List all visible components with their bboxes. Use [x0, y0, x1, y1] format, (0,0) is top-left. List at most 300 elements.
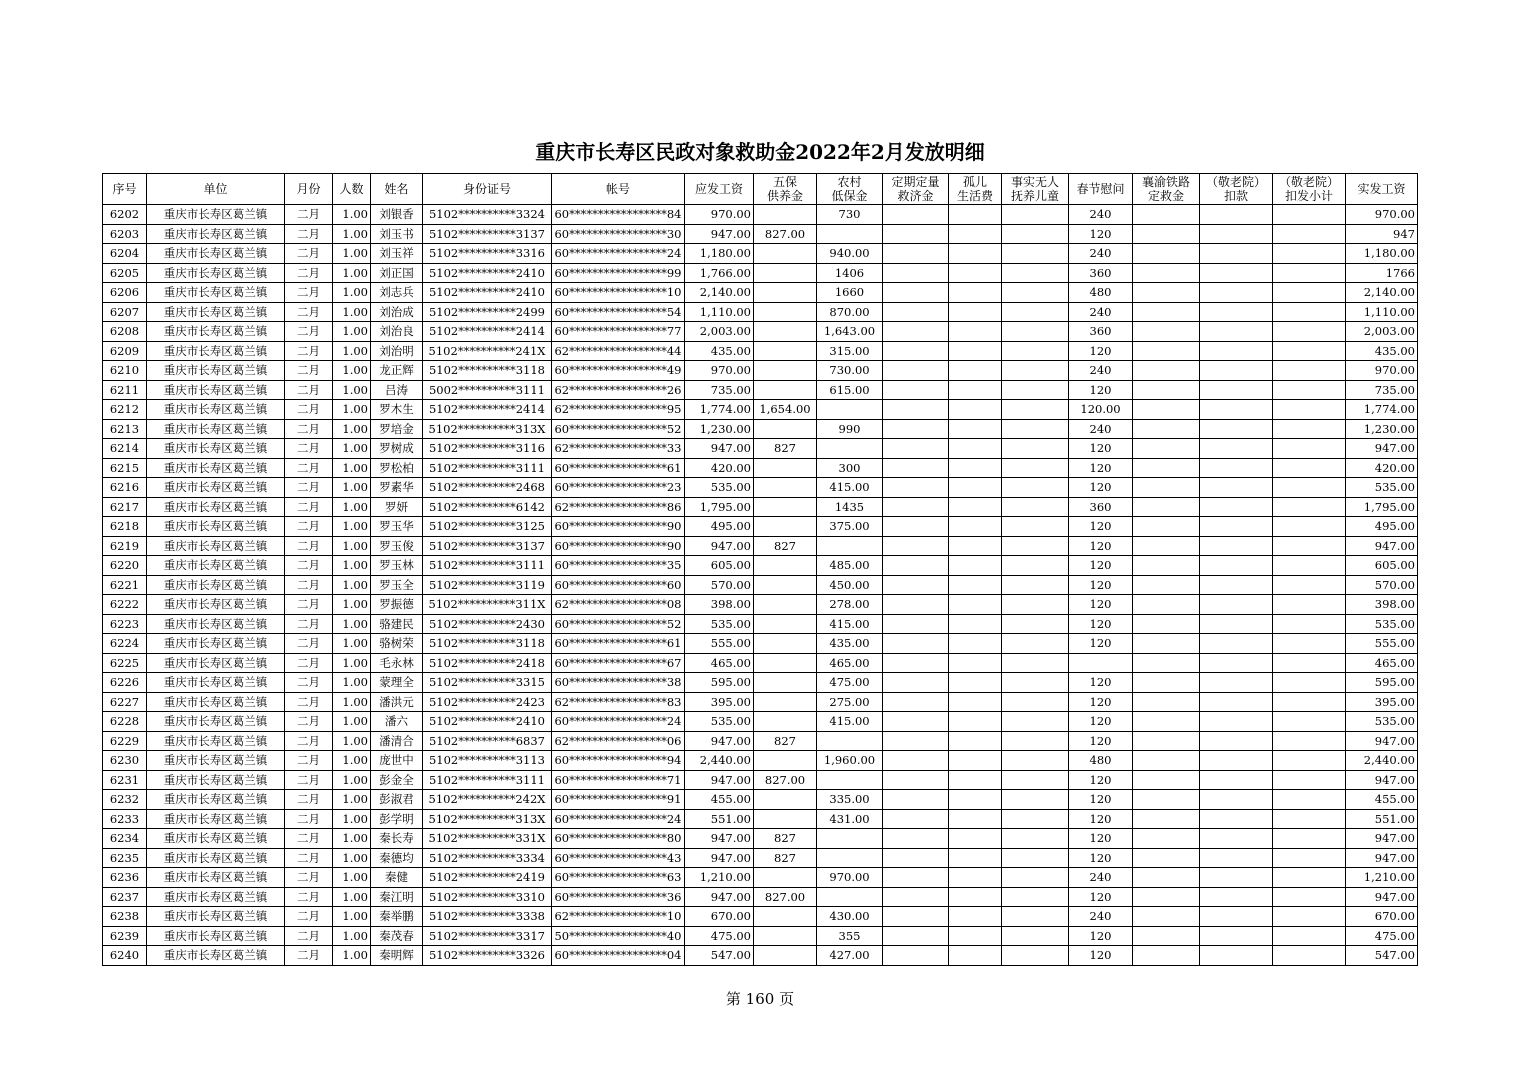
- table-cell: [817, 400, 883, 420]
- table-cell: [949, 829, 1002, 849]
- table-cell: [883, 205, 949, 225]
- table-cell: 二月: [285, 751, 333, 771]
- table-cell: 480: [1069, 751, 1133, 771]
- table-cell: 5102**********311X: [423, 595, 552, 615]
- table-cell: 秦德均: [371, 848, 423, 868]
- table-cell: 秦举鹏: [371, 907, 423, 927]
- table-cell: [817, 439, 883, 459]
- table-cell: 1.00: [333, 575, 371, 595]
- table-cell: 1,230.00: [1346, 419, 1418, 439]
- table-cell: 重庆市长寿区葛兰镇: [147, 595, 285, 615]
- table-row: [103, 653, 1418, 673]
- table-cell: 827.00: [754, 770, 817, 790]
- table-cell: [1133, 673, 1200, 693]
- table-cell: [1002, 341, 1069, 361]
- table-cell: [1002, 517, 1069, 537]
- table-cell: [1200, 926, 1273, 946]
- column-header: 事实无人 抚养儿童: [1002, 174, 1069, 205]
- table-cell: 二月: [285, 361, 333, 381]
- table-cell: [1002, 263, 1069, 283]
- table-cell: [1002, 907, 1069, 927]
- table-cell: 1,795.00: [685, 497, 754, 517]
- table-cell: 730: [817, 205, 883, 225]
- table-cell: [754, 595, 817, 615]
- table-cell: [1002, 673, 1069, 693]
- table-cell: 60*****************24: [552, 809, 685, 829]
- table-cell: 60*****************23: [552, 478, 685, 498]
- table-cell: 120: [1069, 731, 1133, 751]
- table-row: [103, 478, 1418, 498]
- table-cell: 二月: [285, 829, 333, 849]
- table-cell: [883, 341, 949, 361]
- table-cell: 60*****************04: [552, 946, 685, 966]
- table-cell: [817, 848, 883, 868]
- table-row: [103, 634, 1418, 654]
- table-cell: 1.00: [333, 692, 371, 712]
- table-cell: 435.00: [1346, 341, 1418, 361]
- table-cell: [1273, 556, 1346, 576]
- table-cell: 1,643.00: [817, 322, 883, 342]
- table-cell: 6208: [103, 322, 147, 342]
- table-cell: [1133, 829, 1200, 849]
- table-cell: 二月: [285, 614, 333, 634]
- table-cell: 潘六: [371, 712, 423, 732]
- table-cell: 1.00: [333, 907, 371, 927]
- table-cell: [754, 673, 817, 693]
- table-cell: [883, 614, 949, 634]
- table-cell: 二月: [285, 692, 333, 712]
- table-cell: 重庆市长寿区葛兰镇: [147, 926, 285, 946]
- table-cell: [1002, 244, 1069, 264]
- column-header: （敬老院） 扣发小计: [1273, 174, 1346, 205]
- table-cell: [883, 731, 949, 751]
- table-cell: 240: [1069, 868, 1133, 888]
- table-cell: 827: [754, 536, 817, 556]
- table-cell: [754, 614, 817, 634]
- table-cell: [754, 692, 817, 712]
- table-cell: [1200, 634, 1273, 654]
- table-cell: [1200, 751, 1273, 771]
- table-cell: [949, 809, 1002, 829]
- table-cell: [1002, 536, 1069, 556]
- table-cell: [949, 770, 1002, 790]
- table-cell: [1200, 829, 1273, 849]
- table-cell: [754, 361, 817, 381]
- table-cell: [1133, 224, 1200, 244]
- table-cell: [949, 887, 1002, 907]
- table-cell: 60*****************90: [552, 517, 685, 537]
- table-cell: [949, 692, 1002, 712]
- table-cell: [1200, 731, 1273, 751]
- table-cell: 947.00: [1346, 887, 1418, 907]
- table-cell: [1002, 692, 1069, 712]
- table-cell: [883, 556, 949, 576]
- table-row: [103, 809, 1418, 829]
- table-cell: 5102**********3118: [423, 361, 552, 381]
- table-cell: 重庆市长寿区葛兰镇: [147, 244, 285, 264]
- table-cell: 60*****************61: [552, 634, 685, 654]
- table-row: [103, 263, 1418, 283]
- table-cell: 5102**********3324: [423, 205, 552, 225]
- table-cell: 60*****************36: [552, 887, 685, 907]
- table-cell: 二月: [285, 770, 333, 790]
- table-cell: 120: [1069, 673, 1133, 693]
- table-cell: 947.00: [1346, 829, 1418, 849]
- table-cell: [1273, 926, 1346, 946]
- table-cell: [949, 536, 1002, 556]
- table-cell: 1660: [817, 283, 883, 303]
- column-header: （敬老院） 扣款: [1200, 174, 1273, 205]
- table-cell: 罗玉华: [371, 517, 423, 537]
- table-cell: [754, 263, 817, 283]
- table-cell: [883, 302, 949, 322]
- table-row: [103, 419, 1418, 439]
- table-cell: [1002, 283, 1069, 303]
- table-cell: 6226: [103, 673, 147, 693]
- table-cell: 重庆市长寿区葛兰镇: [147, 556, 285, 576]
- table-cell: 1.00: [333, 400, 371, 420]
- table-cell: 60*****************77: [552, 322, 685, 342]
- table-cell: [883, 575, 949, 595]
- table-cell: [1200, 575, 1273, 595]
- table-cell: 二月: [285, 868, 333, 888]
- table-row: [103, 868, 1418, 888]
- table-cell: [754, 712, 817, 732]
- table-cell: 重庆市长寿区葛兰镇: [147, 946, 285, 966]
- page-number: 第 160 页: [725, 990, 795, 1008]
- table-cell: [1002, 302, 1069, 322]
- table-cell: 595.00: [1346, 673, 1418, 693]
- table-cell: 475.00: [685, 926, 754, 946]
- table-cell: [1133, 478, 1200, 498]
- table-cell: 947.00: [1346, 536, 1418, 556]
- table-cell: 60*****************90: [552, 536, 685, 556]
- table-cell: 120: [1069, 692, 1133, 712]
- table-cell: [1002, 848, 1069, 868]
- table-cell: [1200, 341, 1273, 361]
- table-cell: 1.00: [333, 419, 371, 439]
- table-cell: [1273, 224, 1346, 244]
- table-cell: 重庆市长寿区葛兰镇: [147, 283, 285, 303]
- table-cell: 6205: [103, 263, 147, 283]
- table-cell: 480: [1069, 283, 1133, 303]
- table-row: [103, 224, 1418, 244]
- table-cell: 5102**********3137: [423, 224, 552, 244]
- table-cell: [1069, 653, 1133, 673]
- table-cell: 60*****************43: [552, 848, 685, 868]
- table-cell: [1200, 439, 1273, 459]
- table-cell: 秦江明: [371, 887, 423, 907]
- table-cell: 6211: [103, 380, 147, 400]
- table-cell: 5102**********2499: [423, 302, 552, 322]
- table-cell: [1200, 263, 1273, 283]
- column-header: 帐号: [552, 174, 685, 205]
- table-cell: 5102**********313X: [423, 419, 552, 439]
- table-cell: 1.00: [333, 302, 371, 322]
- table-cell: [883, 829, 949, 849]
- table-cell: 重庆市长寿区葛兰镇: [147, 673, 285, 693]
- table-cell: 62*****************10: [552, 907, 685, 927]
- table-cell: [1002, 809, 1069, 829]
- table-cell: 5102**********2410: [423, 712, 552, 732]
- table-cell: [754, 302, 817, 322]
- table-cell: 重庆市长寿区葛兰镇: [147, 848, 285, 868]
- table-cell: 重庆市长寿区葛兰镇: [147, 380, 285, 400]
- table-cell: 5102**********3326: [423, 946, 552, 966]
- table-cell: 360: [1069, 497, 1133, 517]
- table-cell: 730.00: [817, 361, 883, 381]
- table-row: [103, 517, 1418, 537]
- table-cell: 1.00: [333, 712, 371, 732]
- table-row: [103, 458, 1418, 478]
- table-cell: 重庆市长寿区葛兰镇: [147, 478, 285, 498]
- table-cell: 735.00: [1346, 380, 1418, 400]
- table-cell: 605.00: [1346, 556, 1418, 576]
- table-cell: [949, 322, 1002, 342]
- table-cell: [949, 380, 1002, 400]
- table-cell: 刘志兵: [371, 283, 423, 303]
- table-cell: [1002, 926, 1069, 946]
- table-cell: 重庆市长寿区葛兰镇: [147, 458, 285, 478]
- table-cell: 60*****************49: [552, 361, 685, 381]
- column-header: 孤儿 生活费: [949, 174, 1002, 205]
- table-cell: 5102**********2419: [423, 868, 552, 888]
- table-cell: 罗素华: [371, 478, 423, 498]
- table-cell: [1133, 497, 1200, 517]
- table-row: [103, 887, 1418, 907]
- table-cell: [883, 770, 949, 790]
- table-cell: [949, 517, 1002, 537]
- table-cell: 535.00: [685, 712, 754, 732]
- table-cell: 60*****************71: [552, 770, 685, 790]
- table-cell: [1133, 634, 1200, 654]
- table-row: [103, 322, 1418, 342]
- table-cell: 300: [817, 458, 883, 478]
- table-cell: [883, 224, 949, 244]
- table-cell: 重庆市长寿区葛兰镇: [147, 614, 285, 634]
- table-cell: 1,795.00: [1346, 497, 1418, 517]
- table-cell: 120: [1069, 536, 1133, 556]
- table-cell: 947.00: [685, 224, 754, 244]
- table-cell: 375.00: [817, 517, 883, 537]
- table-cell: 1,766.00: [685, 263, 754, 283]
- table-cell: 重庆市长寿区葛兰镇: [147, 322, 285, 342]
- table-cell: 465.00: [1346, 653, 1418, 673]
- table-cell: [1200, 595, 1273, 615]
- table-cell: 670.00: [1346, 907, 1418, 927]
- table-cell: [1002, 634, 1069, 654]
- table-cell: 5102**********3137: [423, 536, 552, 556]
- table-cell: 彭淑君: [371, 790, 423, 810]
- table-cell: [754, 907, 817, 927]
- table-cell: [1002, 458, 1069, 478]
- table-cell: [949, 907, 1002, 927]
- table-cell: [1002, 653, 1069, 673]
- table-cell: 6222: [103, 595, 147, 615]
- table-cell: [1273, 614, 1346, 634]
- table-cell: [1002, 575, 1069, 595]
- table-cell: [1200, 419, 1273, 439]
- table-cell: 670.00: [685, 907, 754, 927]
- table-cell: 947.00: [1346, 731, 1418, 751]
- table-cell: [1273, 322, 1346, 342]
- table-cell: 240: [1069, 907, 1133, 927]
- table-cell: 120.00: [1069, 400, 1133, 420]
- table-cell: [883, 283, 949, 303]
- table-row: [103, 361, 1418, 381]
- payment-table: [102, 173, 1418, 966]
- table-cell: 50*****************40: [552, 926, 685, 946]
- table-cell: 595.00: [685, 673, 754, 693]
- table-cell: 1.00: [333, 439, 371, 459]
- table-cell: [949, 341, 1002, 361]
- table-cell: 重庆市长寿区葛兰镇: [147, 634, 285, 654]
- table-cell: [1133, 244, 1200, 264]
- table-cell: 120: [1069, 224, 1133, 244]
- table-cell: 重庆市长寿区葛兰镇: [147, 536, 285, 556]
- table-cell: 重庆市长寿区葛兰镇: [147, 868, 285, 888]
- table-cell: [1200, 868, 1273, 888]
- table-cell: 二月: [285, 673, 333, 693]
- table-cell: 415.00: [817, 478, 883, 498]
- table-cell: 360: [1069, 263, 1133, 283]
- table-cell: 6237: [103, 887, 147, 907]
- table-cell: 刘玉祥: [371, 244, 423, 264]
- table-cell: 547.00: [1346, 946, 1418, 966]
- table-cell: 1,110.00: [1346, 302, 1418, 322]
- table-cell: 278.00: [817, 595, 883, 615]
- table-cell: 刘治成: [371, 302, 423, 322]
- table-cell: 827: [754, 848, 817, 868]
- table-cell: 6223: [103, 614, 147, 634]
- table-cell: 二月: [285, 946, 333, 966]
- table-cell: 5102**********2418: [423, 653, 552, 673]
- table-cell: [883, 380, 949, 400]
- table-cell: 1.00: [333, 595, 371, 615]
- table-cell: 罗振德: [371, 595, 423, 615]
- table-cell: 947.00: [685, 731, 754, 751]
- table-cell: [1133, 419, 1200, 439]
- table-cell: [949, 458, 1002, 478]
- table-cell: 60*****************10: [552, 283, 685, 303]
- column-header: 月份: [285, 174, 333, 205]
- table-cell: 重庆市长寿区葛兰镇: [147, 907, 285, 927]
- table-cell: [1133, 439, 1200, 459]
- table-cell: 1.00: [333, 673, 371, 693]
- table-cell: 1.00: [333, 478, 371, 498]
- table-cell: 二月: [285, 907, 333, 927]
- table-row: [103, 341, 1418, 361]
- table-cell: [1200, 322, 1273, 342]
- table-cell: [949, 478, 1002, 498]
- table-cell: [1200, 478, 1273, 498]
- table-cell: 6238: [103, 907, 147, 927]
- table-cell: 1406: [817, 263, 883, 283]
- table-cell: [883, 458, 949, 478]
- table-cell: [1133, 712, 1200, 732]
- table-cell: [1273, 517, 1346, 537]
- table-cell: [883, 478, 949, 498]
- table-cell: [1273, 712, 1346, 732]
- table-cell: 5102**********6142: [423, 497, 552, 517]
- table-cell: 947.00: [1346, 770, 1418, 790]
- table-cell: [1002, 556, 1069, 576]
- table-cell: 1,180.00: [685, 244, 754, 264]
- table-cell: 5102**********3111: [423, 770, 552, 790]
- table-cell: 475.00: [817, 673, 883, 693]
- table-cell: 骆树荣: [371, 634, 423, 654]
- table-cell: 二月: [285, 322, 333, 342]
- table-cell: 秦健: [371, 868, 423, 888]
- table-cell: 1.00: [333, 263, 371, 283]
- table-cell: 重庆市长寿区葛兰镇: [147, 517, 285, 537]
- table-cell: [817, 731, 883, 751]
- table-cell: [883, 946, 949, 966]
- table-row: [103, 380, 1418, 400]
- table-cell: [1002, 770, 1069, 790]
- table-cell: 5102**********313X: [423, 809, 552, 829]
- table-cell: 6232: [103, 790, 147, 810]
- table-cell: 6236: [103, 868, 147, 888]
- table-cell: [1133, 790, 1200, 810]
- table-cell: 970.00: [1346, 205, 1418, 225]
- table-row: [103, 907, 1418, 927]
- table-cell: 二月: [285, 439, 333, 459]
- table-cell: 二月: [285, 341, 333, 361]
- table-cell: [1273, 341, 1346, 361]
- table-cell: [1133, 946, 1200, 966]
- table-cell: [883, 926, 949, 946]
- table-cell: 2,140.00: [685, 283, 754, 303]
- table-cell: [1200, 712, 1273, 732]
- table-cell: 395.00: [1346, 692, 1418, 712]
- table-cell: 240: [1069, 302, 1133, 322]
- table-cell: [754, 322, 817, 342]
- table-cell: 二月: [285, 283, 333, 303]
- table-cell: [883, 634, 949, 654]
- table-cell: [1002, 322, 1069, 342]
- table-cell: 315.00: [817, 341, 883, 361]
- table-cell: 6234: [103, 829, 147, 849]
- table-cell: [1200, 653, 1273, 673]
- table-cell: 罗玉林: [371, 556, 423, 576]
- table-cell: 蒙理全: [371, 673, 423, 693]
- table-cell: 455.00: [1346, 790, 1418, 810]
- table-cell: [1200, 458, 1273, 478]
- table-cell: [1133, 283, 1200, 303]
- table-cell: [1200, 400, 1273, 420]
- table-cell: 刘正国: [371, 263, 423, 283]
- table-cell: [883, 361, 949, 381]
- table-cell: 5102**********2410: [423, 283, 552, 303]
- table-cell: 5102**********3315: [423, 673, 552, 693]
- table-cell: [1273, 263, 1346, 283]
- table-cell: [1273, 458, 1346, 478]
- table-cell: 重庆市长寿区葛兰镇: [147, 205, 285, 225]
- table-cell: 120: [1069, 341, 1133, 361]
- table-cell: 毛永林: [371, 653, 423, 673]
- table-cell: 827: [754, 439, 817, 459]
- table-cell: 二月: [285, 302, 333, 322]
- table-cell: 420.00: [1346, 458, 1418, 478]
- table-cell: 5102**********3116: [423, 439, 552, 459]
- table-cell: 420.00: [685, 458, 754, 478]
- column-header: 身份证号: [423, 174, 552, 205]
- table-cell: [1273, 497, 1346, 517]
- table-cell: [883, 848, 949, 868]
- table-cell: 二月: [285, 790, 333, 810]
- table-cell: [754, 575, 817, 595]
